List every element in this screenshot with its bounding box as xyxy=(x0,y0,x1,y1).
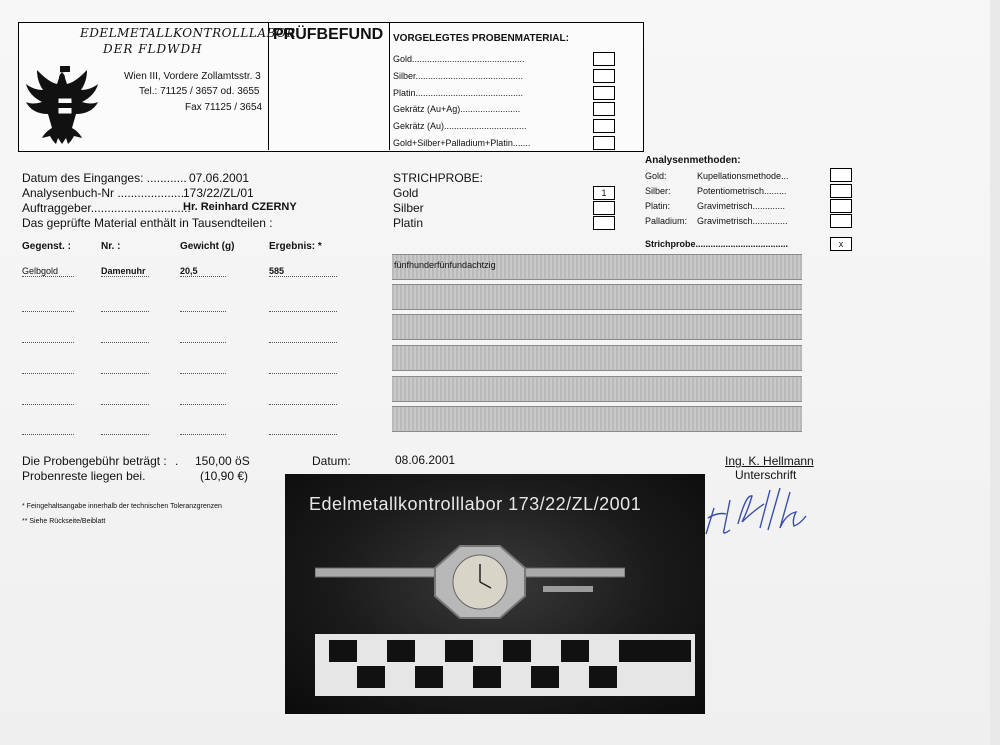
method-palladium-checkbox[interactable] xyxy=(830,214,852,228)
result-strip-empty xyxy=(392,284,802,310)
empty-cell xyxy=(269,403,337,405)
lab-address: Wien III, Vordere Zollamtsstr. 3 xyxy=(124,71,261,82)
empty-cell xyxy=(101,341,149,343)
gebuehr-label: Die Probengebühr beträgt : xyxy=(22,454,167,468)
empty-cell xyxy=(22,372,74,374)
empty-cell xyxy=(180,403,226,405)
methods-heading: Analysenmethoden: xyxy=(645,155,741,166)
result-words: fünfhunderfünfundachtzig xyxy=(394,260,496,270)
lab-fax: Fax 71125 / 3654 xyxy=(185,102,263,113)
material-gekraetz-au-ag: Gekrätz (Au+Ag)........................ xyxy=(393,104,521,114)
material-silber-checkbox[interactable] xyxy=(593,69,615,83)
material-platin-checkbox[interactable] xyxy=(593,86,615,100)
austrian-eagle-emblem xyxy=(22,62,108,146)
result-words-strip xyxy=(392,254,802,280)
empty-cell xyxy=(269,372,337,374)
photo-caption: Edelmetallkontrolllabor 173/22/ZL/2001 xyxy=(309,494,642,514)
material-gekraetz-au-ag-checkbox[interactable] xyxy=(593,102,615,116)
strichprobe-silber-checkbox[interactable] xyxy=(593,201,615,215)
header-divider-2 xyxy=(389,22,390,150)
row1-nr: Damenuhr xyxy=(101,266,149,277)
gebuehr-value: 150,00 öS xyxy=(195,454,250,468)
scale-square xyxy=(357,666,385,688)
result-strip-empty xyxy=(392,314,802,340)
empty-cell xyxy=(22,341,74,343)
watch-photo xyxy=(285,474,705,714)
eingang-label: Datum des Einganges: ............ xyxy=(22,171,187,185)
row1-ergebnis: 585 xyxy=(269,266,337,277)
scale-square xyxy=(473,666,501,688)
scale-square xyxy=(561,640,589,662)
material-gold: Gold............................................. xyxy=(393,54,525,64)
datum-value: 08.06.2001 xyxy=(395,453,456,467)
datum-label: Datum: xyxy=(312,454,351,468)
empty-cell xyxy=(269,433,337,435)
method-silber-checkbox[interactable] xyxy=(830,184,852,198)
row1-gewicht: 20,5 xyxy=(180,266,226,277)
empty-cell xyxy=(22,433,74,435)
empty-cell xyxy=(269,341,337,343)
handwritten-signature xyxy=(700,478,860,538)
footnote-1: * Feingehaltsangabe innerhalb der technischen Toleranzgrenzen xyxy=(22,503,222,510)
strichprobe-gold: Gold xyxy=(393,186,419,200)
scale-square xyxy=(445,640,473,662)
result-strip-empty xyxy=(392,376,802,402)
empty-cell xyxy=(269,310,337,312)
empty-cell xyxy=(22,403,74,405)
method-gold-checkbox[interactable] xyxy=(830,168,852,182)
empty-cell xyxy=(180,310,226,312)
col-header-nr: Nr. : xyxy=(101,241,121,252)
scale-square xyxy=(619,640,691,662)
buch-value: 173/22/ZL/01 xyxy=(183,186,254,200)
col-header-gegenstand: Gegenst. : xyxy=(22,241,71,252)
method-platin-metal: Platin: xyxy=(645,201,671,211)
method-palladium-metal: Palladium: xyxy=(645,216,688,226)
method-platin-checkbox[interactable] xyxy=(830,199,852,213)
strichprobe-silber: Silber xyxy=(393,201,424,215)
result-strip-empty xyxy=(392,345,802,371)
measuring-scale xyxy=(315,634,695,696)
method-platin-name: Gravimetrisch............. xyxy=(697,201,786,211)
scale-square xyxy=(531,666,559,688)
col-header-ergebnis: Ergebnis: * xyxy=(269,241,322,252)
strichprobe-platin-checkbox[interactable] xyxy=(593,216,615,230)
col-header-gewicht: Gewicht (g) xyxy=(180,241,235,252)
signer-name: Ing. K. Hellmann xyxy=(725,454,814,468)
empty-cell xyxy=(101,403,149,405)
method-gold-name: Kupellationsmethode... xyxy=(697,171,789,181)
header-divider-1 xyxy=(268,22,269,150)
auftrag-value: Hr. Reinhard CZERNY xyxy=(183,201,297,213)
scale-square xyxy=(589,666,617,688)
empty-cell xyxy=(180,341,226,343)
material-heading: VORGELEGTES PROBENMATERIAL: xyxy=(393,33,569,44)
empty-cell xyxy=(180,433,226,435)
gebuehr-dot: . xyxy=(175,454,179,468)
empty-cell xyxy=(101,310,149,312)
scale-square xyxy=(387,640,415,662)
probenreste-label: Probenreste liegen bei. xyxy=(22,469,146,483)
method-silber-name: Potentiometrisch......... xyxy=(697,186,787,196)
row1-gegenstand: Gelbgold xyxy=(22,266,74,277)
buch-label: Analysenbuch-Nr .................... xyxy=(22,186,185,200)
strichprobe-heading: STRICHPROBE: xyxy=(393,171,484,185)
lab-title-2: DER FLDWDH xyxy=(103,42,203,56)
material-gekraetz-au: Gekrätz (Au)................................. xyxy=(393,121,527,131)
method-silber-metal: Silber: xyxy=(645,186,671,196)
material-silber: Silber........................................... xyxy=(393,71,524,81)
strichprobe-platin: Platin xyxy=(393,216,424,230)
material-gold-checkbox[interactable] xyxy=(593,52,615,66)
result-strip-empty xyxy=(392,406,802,432)
method-strichprobe-checkbox[interactable]: x xyxy=(830,237,852,251)
method-strichprobe-label: Strichprobe..................................... xyxy=(645,239,789,249)
material-platin: Platin........................................... xyxy=(393,88,524,98)
strichprobe-gold-checkbox[interactable]: 1 xyxy=(593,186,615,200)
method-gold-metal: Gold: xyxy=(645,171,667,181)
scale-square xyxy=(329,640,357,662)
scale-square xyxy=(415,666,443,688)
lab-title-1: EDELMETALLKONTROLLLABOR xyxy=(80,26,296,40)
footnote-2: ** Siehe Rückseite/Beiblatt xyxy=(22,518,106,525)
material-note: Das geprüfte Material enthält in Tausendteilen : xyxy=(22,216,273,230)
watch-image xyxy=(315,534,625,634)
material-mixed: Gold+Silber+Palladium+Platin....... xyxy=(393,138,531,148)
lab-phone: Tel.: 71125 / 3657 od. 3655 xyxy=(139,86,260,97)
material-gekraetz-au-checkbox[interactable] xyxy=(593,119,615,133)
empty-cell xyxy=(101,433,149,435)
empty-cell xyxy=(180,372,226,374)
empty-cell xyxy=(101,372,149,374)
report-title: PRÜFBEFUND xyxy=(273,26,384,43)
material-mixed-checkbox[interactable] xyxy=(593,136,615,150)
auftrag-label: Auftraggeber.............................. xyxy=(22,201,191,215)
scale-square xyxy=(503,640,531,662)
empty-cell xyxy=(22,310,74,312)
method-palladium-name: Gravimetrisch.............. xyxy=(697,216,788,226)
unterschrift-label: Unterschrift xyxy=(735,468,797,482)
euro-value: (10,90 €) xyxy=(200,469,249,483)
eingang-value: 07.06.2001 xyxy=(189,171,250,185)
